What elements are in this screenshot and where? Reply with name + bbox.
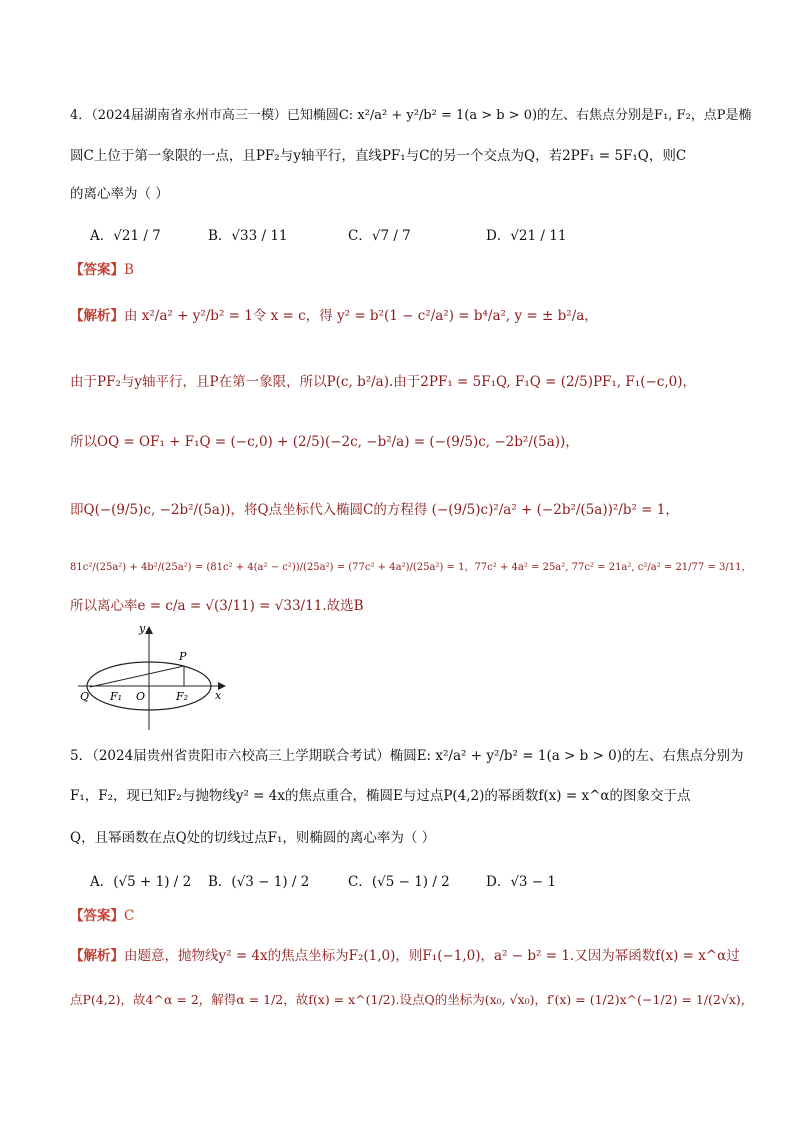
- label-f1: F₁: [110, 690, 123, 703]
- q4-option-b: [208, 224, 288, 244]
- q4-option-b-label: B．: [208, 228, 232, 244]
- q5-stem-line-2: F₁，F₂，现已知F₂与抛物线y² = 4x的焦点重合，椭圆E与过点P(4,2)的幂函数f(x) = x^α的图象交于点: [70, 788, 691, 804]
- q5-option-b-label: B．: [208, 874, 232, 890]
- label-q: Q: [80, 690, 90, 703]
- q5-answer: [70, 906, 754, 926]
- q5-analysis-line-1: [70, 946, 754, 966]
- q4-analysis-text-1: 由 x²/a² + y²/b² = 1令 x = c，得 y² = b²(1 − c²/a²) = b⁴/a², y = ± b²/a，: [124, 308, 598, 324]
- q4-stem-line-2: 圆C上位于第一象限的一点，且PF₂与y轴平行，直线PF₁与C的另一个交点为Q，若2PF₁ = 5F₁Q，则C: [70, 148, 687, 164]
- label-x: x: [215, 689, 222, 702]
- q5-option-c: [348, 870, 450, 890]
- q4-analysis-line-5: 81c²/(25a²) + 4b²/(25a²) = (81c² + 4(a² − c²))/(25a²) = (77c² + 4a²)/(25a²) = 1，77c² + 4a² = 25a², 77c² = 21a², c²/a² = 21/77 = 3/11，: [70, 562, 752, 573]
- q4-analysis-line-2: 由于PF₂与y轴平行，且P在第一象限，所以P(c, b²/a).由于2PF₁ = 5F₁Q, F₁Q = (2/5)PF₁, F₁(−c,0)，: [70, 374, 696, 390]
- label-o: O: [136, 690, 146, 703]
- q4-analysis-line-3: 所以OQ = OF₁ + F₁Q = (−c,0) + (2/5)(−2c, −b²/a) = (−(9/5)c, −2b²/(5a))，: [70, 434, 579, 450]
- q5-answer-tag: 【答案】: [70, 908, 124, 924]
- q4-analysis-line-1: [70, 306, 754, 326]
- q5-option-a: [90, 870, 191, 890]
- q4-option-c-label: C．: [348, 228, 372, 244]
- q5-stem-line-1: 5．（2024届贵州省贵阳市六校高三上学期联合考试）椭圆E: x²/a² + y²/b² = 1(a > b > 0)的左、右焦点分别为: [70, 748, 744, 764]
- q4-answer-tag: 【答案】: [70, 262, 124, 278]
- q4-stem-line-1: 4．（2024届湖南省永州市高三一模）已知椭圆C: x²/a² + y²/b² = 1(a > b > 0)的左、右焦点分别是F₁, F₂，点P是椭: [70, 108, 752, 123]
- q4-option-c-value: √7 / 7: [371, 228, 411, 244]
- y-axis-arrow: [145, 626, 153, 634]
- q5-option-d: [486, 870, 556, 890]
- label-p: P: [179, 650, 187, 663]
- q5-option-c-label: C．: [348, 874, 372, 890]
- q4-option-a-label: A．: [90, 228, 114, 244]
- q5-analysis-text-1: 由题意，抛物线y² = 4x的焦点坐标为F₂(1,0)，则F₁(−1,0)，a² − b² = 1.又因为幂函数f(x) = x^α过: [124, 948, 740, 964]
- q5-answer-value: C: [124, 908, 135, 924]
- q5-option-a-label: A．: [90, 874, 114, 890]
- ellipse-figure: [76, 620, 236, 732]
- q4-analysis-line-4: 即Q(−(9/5)c, −2b²/(5a))，将Q点坐标代入椭圆C的方程得 (−(9/5)c)²/a² + (−2b²/(5a))²/b² = 1，: [70, 502, 679, 518]
- q5-option-b-value: (√3 − 1) / 2: [231, 874, 310, 890]
- q5-option-d-label: D．: [486, 874, 511, 890]
- q5-stem-line-3: Q，且幂函数在点Q处的切线过点F₁，则椭圆的离心率为（ ）: [70, 830, 436, 846]
- q4-analysis-line-6: 所以离心率e = c/a = √(3/11) = √33/11.故选B: [70, 598, 364, 614]
- label-y: y: [139, 622, 146, 635]
- q4-option-a-value: √21 / 7: [113, 228, 161, 244]
- q4-answer-value: B: [124, 262, 134, 278]
- q5-option-d-value: √3 − 1: [510, 874, 557, 890]
- q4-option-d-value: √21 / 11: [510, 228, 567, 244]
- q4-option-c: [348, 224, 411, 244]
- q4-option-d-label: D．: [486, 228, 511, 244]
- q4-option-d: [486, 224, 566, 244]
- q5-option-b: [208, 870, 309, 890]
- q4-answer: [70, 260, 754, 280]
- q4-analysis-tag: 【解析】: [70, 308, 124, 324]
- q4-option-b-value: √33 / 11: [231, 228, 288, 244]
- q5-analysis-line-2: 点P(4,2)，故4^α = 2，解得α = 1/2，故f(x) = x^(1/2).设点Q的坐标为(x₀, √x₀)，f′(x) = (1/2)x^(−1/2) = 1/(2√x)，: [70, 992, 754, 1007]
- q5-option-a-value: (√5 + 1) / 2: [113, 874, 192, 890]
- label-f2: F₂: [176, 690, 189, 703]
- q4-stem-line-3: 的离心率为（ ）: [70, 186, 169, 202]
- q4-option-a: [90, 224, 161, 244]
- q5-option-c-value: (√5 − 1) / 2: [371, 874, 450, 890]
- q5-analysis-tag: 【解析】: [70, 948, 124, 964]
